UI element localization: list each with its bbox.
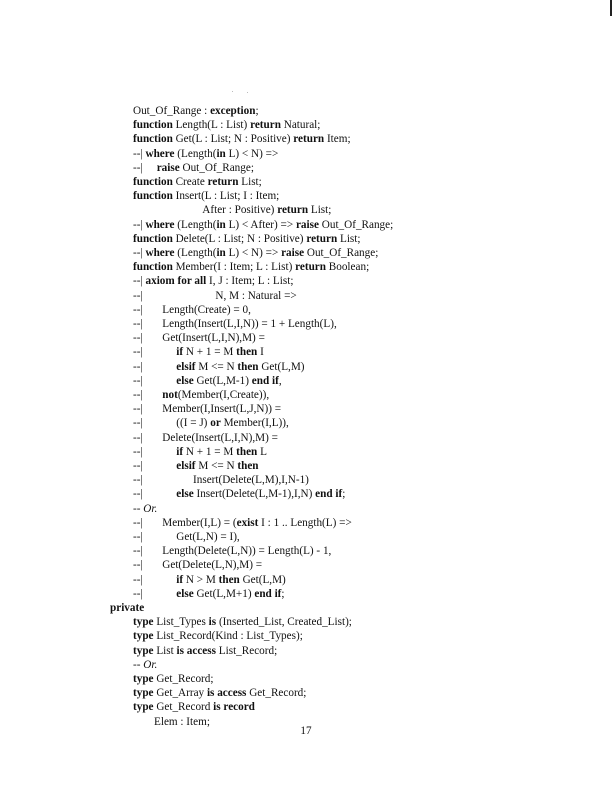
code-text: L: [257, 445, 267, 458]
code-text: Length(L : List): [172, 119, 251, 132]
code-text: (Member(I,Create)),: [177, 389, 270, 401]
code-keyword: function: [133, 190, 173, 203]
code-keyword: else: [176, 587, 194, 600]
code-text: List_Record(Kind : List_Types);: [153, 630, 303, 643]
code-text: Insert(L : List; I : Item;: [172, 190, 280, 203]
code-line: [133, 700, 255, 714]
code-text: --| Get(L,N) = I),: [133, 531, 240, 543]
scan-speck: [232, 91, 233, 92]
code-line: [133, 246, 378, 260]
code-text: --| Length(Create) = 0,: [133, 303, 251, 316]
code-text: ;: [342, 488, 346, 501]
code-text: L) < After) =>: [225, 218, 296, 231]
code-text: --|: [133, 389, 163, 401]
code-keyword: function: [133, 176, 173, 188]
code-text: List;: [238, 176, 262, 188]
code-keyword: is record: [213, 701, 255, 714]
code-keyword: return: [295, 261, 326, 274]
code-keyword: for all: [177, 275, 207, 288]
code-line: [133, 303, 251, 317]
code-line: [133, 132, 351, 146]
code-keyword: where: [145, 218, 175, 231]
code-keyword: type: [133, 687, 154, 700]
code-line: [133, 374, 282, 388]
code-keyword: raise: [295, 218, 319, 231]
code-text: N > M: [183, 573, 219, 586]
code-line: [133, 218, 393, 232]
code-keyword: type: [133, 616, 154, 629]
code-line: [133, 402, 281, 416]
code-text: M <= N: [195, 460, 238, 472]
code-line: [133, 289, 297, 303]
code-text: Out_Of_Range :: [133, 105, 211, 117]
code-text: (Length(: [174, 147, 217, 160]
code-keyword: in: [216, 247, 226, 259]
code-text: N + 1 = M: [183, 346, 237, 359]
code-keyword: end if: [251, 374, 279, 387]
code-keyword: end if: [315, 488, 343, 501]
code-text: --|: [133, 374, 177, 387]
code-keyword: if: [176, 346, 184, 359]
code-keyword: type: [133, 673, 154, 685]
code-italic-text: Or.: [143, 658, 158, 671]
code-text: ;: [255, 105, 259, 117]
code-line: [133, 345, 264, 359]
code-text: ,: [278, 374, 282, 387]
code-keyword: return: [207, 176, 239, 188]
code-keyword: is access: [206, 687, 247, 700]
code-text: I : 1 .. Length(L) =>: [258, 516, 352, 529]
code-text: Get(L,M-1): [193, 374, 252, 387]
code-keyword: function: [133, 232, 173, 245]
code-text: --|: [133, 488, 177, 501]
code-line: [133, 388, 269, 402]
code-line: [133, 232, 361, 246]
code-text: Item;: [324, 133, 351, 146]
code-text: --: [133, 502, 144, 515]
code-text: L) < N) =>: [225, 147, 279, 160]
code-keyword: then: [236, 346, 258, 359]
code-keyword: where: [145, 247, 175, 259]
code-text: List_Record;: [215, 644, 278, 657]
code-line: [133, 686, 306, 700]
code-line: [133, 629, 303, 643]
code-keyword: return: [306, 232, 338, 245]
code-keyword: function: [133, 261, 173, 274]
code-text: --|: [133, 460, 177, 472]
code-keyword: type: [133, 644, 154, 657]
code-line: [133, 416, 289, 430]
code-keyword: in: [216, 218, 226, 231]
code-keyword: if: [176, 445, 184, 458]
code-text: Get_Array: [153, 687, 207, 700]
code-text: --| N, M : Natural =>: [133, 289, 297, 302]
code-line: [133, 573, 286, 587]
code-text: --| ((I = J): [133, 417, 211, 430]
code-line: [133, 175, 262, 189]
code-text: Get(L : List; N : Positive): [172, 133, 294, 146]
code-text: (Length(: [174, 247, 217, 259]
code-keyword: function: [133, 119, 173, 132]
code-text: List: [153, 644, 177, 657]
code-keyword: elsif: [176, 360, 196, 373]
code-text: Delete(L : List; N : Positive): [172, 232, 307, 245]
code-keyword: in: [216, 147, 226, 160]
code-text: N + 1 = M: [183, 445, 237, 458]
code-line: [133, 260, 369, 274]
code-text: --| Member(I,L) = (: [133, 516, 237, 529]
code-text: Get(L,M): [258, 360, 305, 373]
code-keyword: is: [208, 616, 217, 629]
code-text: Get_Record;: [153, 673, 214, 685]
code-text: I, J : Item; L : List;: [206, 275, 294, 288]
code-line: [133, 104, 259, 118]
code-text: (Length(: [174, 218, 217, 231]
code-keyword: if: [176, 573, 184, 586]
code-line: [133, 644, 277, 658]
code-text: Out_Of_Range;: [179, 161, 254, 174]
code-text: --|: [133, 147, 146, 160]
code-line: [133, 672, 213, 686]
code-text: After : Positive): [133, 204, 278, 217]
code-text: Create: [172, 176, 208, 188]
code-line: [110, 601, 144, 615]
code-text: --| Delete(Insert(L,I,N),M) =: [133, 431, 278, 444]
code-text: --| Length(Delete(L,N)) = Length(L) - 1,: [133, 545, 332, 558]
code-line: [133, 161, 254, 175]
code-keyword: type: [133, 630, 154, 643]
code-text: Get_Record: [153, 701, 214, 714]
code-keyword: then: [237, 460, 259, 472]
code-line: [133, 203, 331, 217]
code-keyword: end if: [254, 587, 282, 600]
code-text: --: [133, 658, 144, 671]
code-keyword: then: [237, 360, 259, 373]
code-keyword: else: [176, 488, 194, 501]
code-text: --|: [133, 573, 177, 586]
code-keyword: or: [210, 417, 221, 430]
code-keyword: not: [162, 389, 178, 401]
code-text: --|: [133, 218, 146, 231]
code-text: --| Get(Delete(L,N),M) =: [133, 559, 263, 572]
code-text: --|: [133, 346, 177, 359]
code-line: [133, 615, 352, 629]
code-keyword: elsif: [176, 460, 196, 472]
code-text: Insert(Delete(L,M-1),I,N): [193, 488, 316, 501]
code-italic-text: Or.: [143, 502, 158, 515]
code-line: [133, 530, 240, 544]
code-text: Out_Of_Range;: [304, 247, 379, 259]
code-text: Natural;: [280, 119, 321, 132]
code-text: Member(I : Item; L : List): [172, 261, 296, 274]
code-line: [133, 445, 267, 459]
code-line: [133, 587, 285, 601]
code-line: [133, 473, 309, 487]
code-keyword: return: [277, 204, 309, 217]
code-text: Elem : Item;: [154, 715, 210, 728]
code-line: [133, 331, 265, 345]
code-line: [133, 317, 337, 331]
code-text: List_Types: [153, 616, 209, 629]
code-line: [133, 487, 345, 501]
code-keyword: return: [250, 119, 281, 132]
code-line: [133, 360, 305, 374]
code-keyword: private: [110, 602, 145, 614]
code-text: Boolean;: [325, 261, 370, 274]
code-text: Get(L,M+1): [193, 587, 255, 600]
code-text: Member(I,L)),: [220, 417, 289, 430]
code-text: I: [257, 346, 264, 359]
code-keyword: else: [176, 374, 194, 387]
code-text: --|: [133, 247, 146, 259]
code-keyword: where: [145, 147, 175, 160]
code-line: [133, 658, 157, 672]
code-text: --| Insert(Delete(L,M),I,N-1): [133, 474, 309, 487]
code-keyword: axiom: [145, 275, 175, 288]
code-keyword: function: [133, 133, 173, 146]
code-keyword: then: [236, 445, 258, 458]
code-line: [133, 147, 278, 161]
page-number: 17: [300, 725, 312, 737]
code-text: --|: [133, 445, 177, 458]
code-text: M <= N: [195, 360, 238, 373]
code-text: Out_Of_Range;: [318, 218, 394, 231]
code-keyword: then: [218, 573, 240, 586]
code-text: (Inserted_List, Created_List);: [216, 616, 352, 629]
code-keyword: exist: [236, 516, 259, 529]
code-text: List;: [308, 204, 332, 217]
code-keyword: raise: [281, 247, 305, 259]
code-text: ;: [281, 587, 285, 600]
code-text: --|: [133, 161, 157, 174]
code-text: --|: [133, 587, 177, 600]
code-keyword: return: [293, 133, 325, 146]
code-line: [133, 431, 278, 445]
code-text: --| Length(Insert(L,I,N)) = 1 + Length(L),: [133, 318, 337, 330]
code-keyword: type: [133, 701, 154, 714]
code-text: --| Get(Insert(L,I,N),M) =: [133, 332, 265, 345]
code-text: List;: [337, 232, 361, 245]
code-line: [133, 558, 262, 572]
scan-speck: [247, 92, 248, 93]
code-line: [133, 502, 157, 516]
code-line: [133, 516, 352, 530]
code-text: Get(L,M): [239, 573, 286, 586]
code-text: Get_Record;: [246, 687, 307, 700]
code-text: --|: [133, 275, 146, 288]
code-line: [133, 459, 259, 473]
code-text: --|: [133, 360, 177, 373]
code-line: [133, 118, 320, 132]
code-line: [133, 274, 293, 288]
code-keyword: raise: [156, 161, 180, 174]
code-text: L) < N) =>: [225, 247, 282, 259]
code-keyword: is access: [176, 644, 216, 657]
code-line: [133, 544, 331, 558]
code-text: --| Member(I,Insert(L,J,N)) =: [133, 403, 282, 416]
code-line: [133, 189, 279, 203]
code-keyword: exception: [210, 105, 256, 117]
